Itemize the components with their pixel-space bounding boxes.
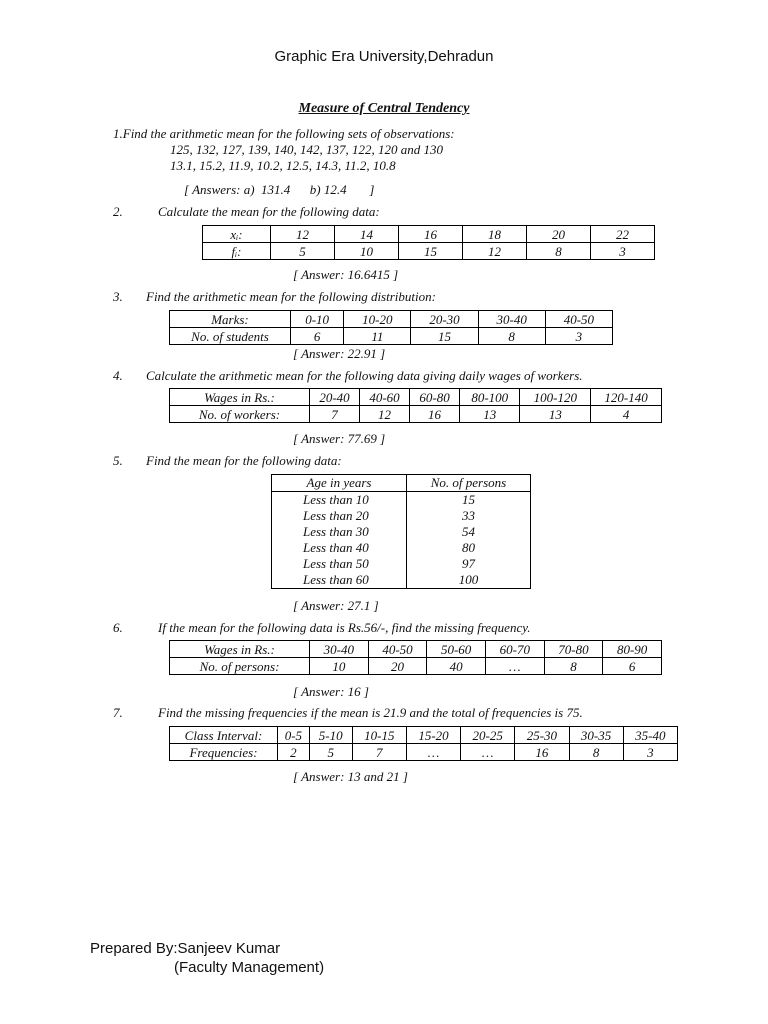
- q7-number: 7.: [113, 705, 123, 720]
- table-row: [272, 556, 531, 572]
- table-cell: 20: [527, 226, 591, 243]
- table-row: [170, 744, 678, 761]
- table-row: [170, 389, 662, 406]
- table-cell: No. of students: [170, 328, 291, 345]
- table-cell: 50-60: [427, 641, 486, 658]
- table-row: [272, 508, 531, 524]
- table-row: [203, 243, 655, 260]
- table-cell: Less than 60: [272, 572, 407, 589]
- table-row: [170, 328, 613, 345]
- table-cell: 8: [569, 744, 623, 761]
- table-row: [170, 406, 662, 423]
- table-cell: 70-80: [544, 641, 603, 658]
- table-row: [272, 492, 531, 509]
- table-cell: 10-20: [344, 311, 411, 328]
- table-cell: 80-100: [460, 389, 520, 406]
- q7-table: [169, 726, 678, 761]
- table-cell: 12: [271, 226, 335, 243]
- table-cell: 13: [460, 406, 520, 423]
- table-cell: …: [406, 744, 460, 761]
- table-cell: 3: [545, 328, 612, 345]
- q3-text: Find the arithmetic mean for the following distribution:: [146, 289, 436, 304]
- q4-table: [169, 388, 662, 423]
- table-cell: No. of workers:: [170, 406, 310, 423]
- table-cell: 3: [591, 243, 655, 260]
- q3-answer: [ Answer: 22.91 ]: [293, 346, 386, 361]
- q6-text: If the mean for the following data is Rs.56/-, find the missing frequency.: [158, 620, 531, 635]
- table-cell: Wages in Rs.:: [170, 641, 310, 658]
- table-cell: 15: [399, 243, 463, 260]
- q6-answer: [ Answer: 16 ]: [293, 684, 369, 699]
- table-cell: 12: [360, 406, 410, 423]
- table-cell: 10: [335, 243, 399, 260]
- table-header: No. of persons: [407, 475, 531, 492]
- table-cell: 14: [335, 226, 399, 243]
- table-cell: 120-140: [591, 389, 662, 406]
- table-cell: 8: [527, 243, 591, 260]
- q5-answer: [ Answer: 27.1 ]: [293, 598, 379, 613]
- table-cell: Marks:: [170, 311, 291, 328]
- table-cell: Less than 10: [272, 492, 407, 509]
- table-row: [272, 524, 531, 540]
- table-cell: Less than 50: [272, 556, 407, 572]
- table-cell: 20: [368, 658, 427, 675]
- table-cell: 60-70: [485, 641, 544, 658]
- table-cell: 7: [310, 406, 360, 423]
- q2-answer: [ Answer: 16.6415 ]: [293, 267, 399, 282]
- table-cell: 40-50: [368, 641, 427, 658]
- table-cell: 20-40: [310, 389, 360, 406]
- table-cell: 13: [520, 406, 591, 423]
- table-cell: 5: [309, 744, 352, 761]
- q5-text: Find the mean for the following data:: [146, 453, 342, 468]
- table-cell: 5-10: [309, 727, 352, 744]
- table-cell: 97: [462, 556, 475, 571]
- table-cell: 18: [463, 226, 527, 243]
- table-cell: …: [485, 658, 544, 675]
- table-header: Age in years: [272, 475, 407, 492]
- table-cell: 30-35: [569, 727, 623, 744]
- table-cell: 22: [591, 226, 655, 243]
- table-cell: 25-30: [515, 727, 569, 744]
- table-cell: 40: [427, 658, 486, 675]
- q5-number: 5.: [113, 453, 123, 468]
- table-cell: 60-80: [410, 389, 460, 406]
- q1-set-b: 13.1, 15.2, 11.9, 10.2, 12.5, 14.3, 11.2, 10.8: [170, 158, 396, 173]
- table-row: [170, 727, 678, 744]
- table-cell: 30-40: [310, 641, 369, 658]
- table-cell: 40-60: [360, 389, 410, 406]
- q4-number: 4.: [113, 368, 123, 383]
- table-row: [170, 641, 662, 658]
- table-cell: 40-50: [545, 311, 612, 328]
- prepared-by: Prepared By:Sanjeev Kumar: [90, 940, 281, 957]
- table-cell: Class Interval:: [170, 727, 278, 744]
- table-cell: Frequencies:: [170, 744, 278, 761]
- table-cell: 12: [463, 243, 527, 260]
- page-title: Measure of Central Tendency: [298, 101, 470, 116]
- table-cell: Wages in Rs.:: [170, 389, 310, 406]
- table-cell: 11: [344, 328, 411, 345]
- table-cell: Less than 40: [272, 540, 407, 556]
- table-cell: 20-25: [461, 727, 515, 744]
- table-cell: 15: [411, 328, 478, 345]
- table-cell: 100-120: [520, 389, 591, 406]
- table-cell: 10-15: [352, 727, 406, 744]
- q1-answer: [ Answers: a) 131.4 b) 12.4 ]: [184, 182, 375, 197]
- table-cell: Less than 30: [272, 524, 407, 540]
- table-cell: 3: [623, 744, 677, 761]
- q5-table: [271, 474, 531, 589]
- q4-text: Calculate the arithmetic mean for the following data giving daily wages of workers.: [146, 368, 583, 383]
- q3-number: 3.: [113, 289, 123, 304]
- table-row: [272, 475, 531, 492]
- table-cell: 20-30: [411, 311, 478, 328]
- table-cell: 0-10: [291, 311, 344, 328]
- table-row: [203, 226, 655, 243]
- table-cell: Less than 20: [272, 508, 407, 524]
- q2-number: 2.: [113, 204, 123, 219]
- table-cell: 8: [478, 328, 545, 345]
- table-row: [170, 311, 613, 328]
- table-cell: 5: [271, 243, 335, 260]
- table-cell: 33: [462, 508, 475, 523]
- table-cell: 6: [291, 328, 344, 345]
- table-row: [272, 572, 531, 589]
- table-cell: 80: [462, 540, 475, 555]
- table-cell: 2: [278, 744, 310, 761]
- table-cell: 15: [462, 492, 475, 507]
- table-cell: 0-5: [278, 727, 310, 744]
- table-cell: 10: [310, 658, 369, 675]
- author-role: (Faculty Management): [174, 959, 325, 976]
- table-cell: 30-40: [478, 311, 545, 328]
- q7-text: Find the missing frequencies if the mean is 21.9 and the total of frequencies is 75.: [158, 705, 583, 720]
- table-cell: 16: [515, 744, 569, 761]
- table-cell: …: [461, 744, 515, 761]
- table-row: [170, 658, 662, 675]
- table-cell: 7: [352, 744, 406, 761]
- q2-text: Calculate the mean for the following data:: [158, 204, 380, 219]
- table-cell: fᵢ:: [203, 243, 271, 260]
- table-cell: 8: [544, 658, 603, 675]
- table-cell: 16: [399, 226, 463, 243]
- q2-table: [202, 225, 655, 260]
- q6-table: [169, 640, 662, 675]
- q3-table: [169, 310, 613, 345]
- table-cell: 35-40: [623, 727, 677, 744]
- table-cell: 6: [603, 658, 662, 675]
- table-cell: 100: [458, 572, 479, 587]
- table-cell: No. of persons:: [170, 658, 310, 675]
- q1-set-a: 125, 132, 127, 139, 140, 142, 137, 122, 120 and 130: [170, 142, 443, 157]
- q4-answer: [ Answer: 77.69 ]: [293, 431, 386, 446]
- table-cell: 16: [410, 406, 460, 423]
- q7-answer: [ Answer: 13 and 21 ]: [293, 769, 408, 784]
- table-cell: 80-90: [603, 641, 662, 658]
- q6-number: 6.: [113, 620, 123, 635]
- table-cell: 54: [462, 524, 475, 539]
- university-header: Graphic Era University,Dehradun: [274, 48, 494, 65]
- table-cell: 15-20: [406, 727, 460, 744]
- table-row: [272, 540, 531, 556]
- table-cell: xᵢ:: [203, 226, 271, 243]
- table-cell: 4: [591, 406, 662, 423]
- q1-text: 1.Find the arithmetic mean for the following sets of observations:: [113, 126, 455, 141]
